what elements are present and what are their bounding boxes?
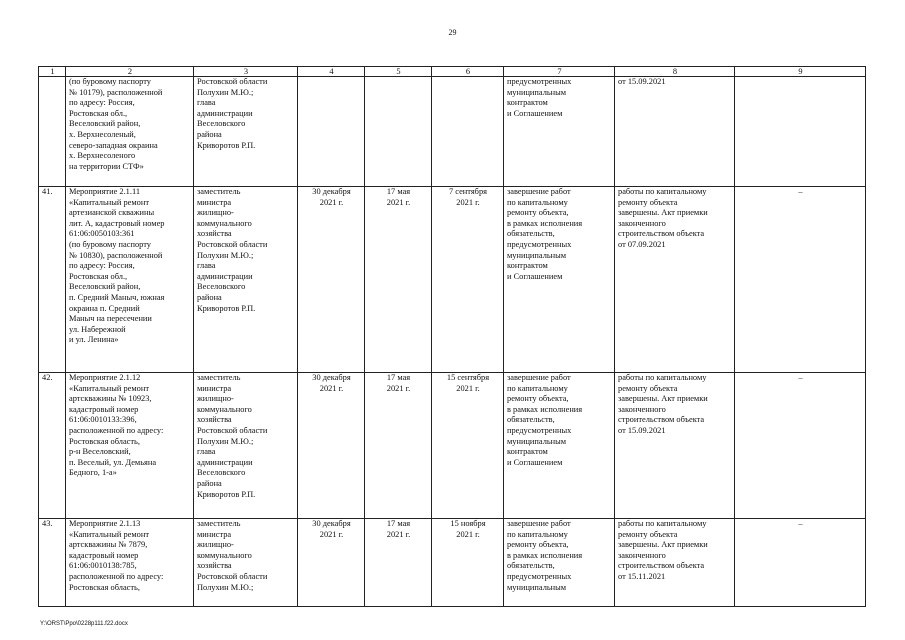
footer-file-path: Y:\ORST\Ppo\0228p111.f22.docx (40, 621, 128, 627)
end-date-cell: 7 сентября 2021 г. (432, 187, 504, 373)
start-date-cell (365, 77, 432, 187)
header-cell: 5 (365, 67, 432, 77)
row-number: 42. (39, 373, 66, 519)
table-row (39, 187, 866, 373)
status-cell: работы по капитальному ремонту объекта завершены. Акт приемки законченного строительством объекта от 15.11.2021 (615, 519, 735, 607)
table-row (39, 373, 866, 519)
status-cell: работы по капитальному ремонту объекта завершены. Акт приемки законченного строительством объекта от 07.09.2021 (615, 187, 735, 373)
status-cell: работы по капитальному ремонту объекта завершены. Акт приемки законченного строительством объекта от 15.09.2021 (615, 373, 735, 519)
status-cell: от 15.09.2021 (615, 77, 735, 187)
note-cell (735, 77, 866, 187)
note-cell: – (735, 519, 866, 607)
note-cell: – (735, 187, 866, 373)
row-number: 43. (39, 519, 66, 607)
result-cell: завершение работ по капитальному ремонту объекта, в рамках исполнения обязательств, предусмотренных муниципальным контрактом и Соглашением (504, 373, 615, 519)
note-cell: – (735, 373, 866, 519)
start-date-cell: 17 мая 2021 г. (365, 187, 432, 373)
header-cell: 2 (66, 67, 194, 77)
table-row (39, 519, 866, 607)
header-cell: 7 (504, 67, 615, 77)
header-cell: 3 (194, 67, 298, 77)
activities-table (38, 66, 866, 607)
row-number: 41. (39, 187, 66, 373)
end-date-cell (432, 77, 504, 187)
result-cell: предусмотренных муниципальным контрактом и Соглашением (504, 77, 615, 187)
responsible-cell: заместитель министра жилищно- коммунального хозяйства Ростовской области Полухин М.Ю.; (194, 519, 298, 607)
event-cell: (по буровому паспорту № 10179), расположенной по адресу: Россия, Ростовская обл., Веселовский район, х. Верхнесоленый, северо-западная окраина х. Верхнесоленого на территории СТФ» (66, 77, 194, 187)
responsible-cell: заместитель министра жилищно- коммунального хозяйства Ростовской области Полухин М.Ю.; глава администрации Веселовского района Криворотов Р.П. (194, 187, 298, 373)
event-cell: Мероприятие 2.1.11 «Капитальный ремонт артезианской скважины лит. А, кадастровый номер 61:06:0050103:361 (по буровому паспорту № 10830), расположенной по адресу: Россия, Ростовская обл., Веселовский район, п. Средний Маныч, южная окраина п. Средний Маныч на пересечении ул. Набережной и ул. Ленина» (66, 187, 194, 373)
header-cell: 8 (615, 67, 735, 77)
planned-date-cell: 30 декабря 2021 г. (298, 519, 365, 607)
table-row (39, 77, 866, 187)
result-cell: завершение работ по капитальному ремонту объекта, в рамках исполнения обязательств, предусмотренных муниципальным (504, 519, 615, 607)
header-cell: 4 (298, 67, 365, 77)
responsible-cell: Ростовской области Полухин М.Ю.; глава администрации Веселовского района Криворотов Р.П. (194, 77, 298, 187)
event-cell: Мероприятие 2.1.13 «Капитальный ремонт артскважины № 7879, кадастровый номер 61:06:0010138:785, расположенной по адресу: Ростовская область, (66, 519, 194, 607)
start-date-cell: 17 мая 2021 г. (365, 373, 432, 519)
header-cell: 1 (39, 67, 66, 77)
header-row (39, 67, 866, 77)
responsible-cell: заместитель министра жилищно- коммунального хозяйства Ростовской области Полухин М.Ю.; глава администрации Веселовского района Криворотов Р.П. (194, 373, 298, 519)
header-cell: 6 (432, 67, 504, 77)
start-date-cell: 17 мая 2021 г. (365, 519, 432, 607)
planned-date-cell: 30 декабря 2021 г. (298, 187, 365, 373)
end-date-cell: 15 ноября 2021 г. (432, 519, 504, 607)
end-date-cell: 15 сентября 2021 г. (432, 373, 504, 519)
planned-date-cell: 30 декабря 2021 г. (298, 373, 365, 519)
page-number: 29 (448, 28, 457, 37)
header-cell: 9 (735, 67, 866, 77)
row-number (39, 77, 66, 187)
event-cell: Мероприятие 2.1.12 «Капитальный ремонт артскважины № 10923, кадастровый номер 61:06:0010133:396, расположенной по адресу: Ростовская область, р-н Веселовский, п. Веселый, ул. Демьяна Бедного, 1-а» (66, 373, 194, 519)
result-cell: завершение работ по капитальному ремонту объекта, в рамках исполнения обязательств, предусмотренных муниципальным контрактом и Соглашением (504, 187, 615, 373)
planned-date-cell (298, 77, 365, 187)
